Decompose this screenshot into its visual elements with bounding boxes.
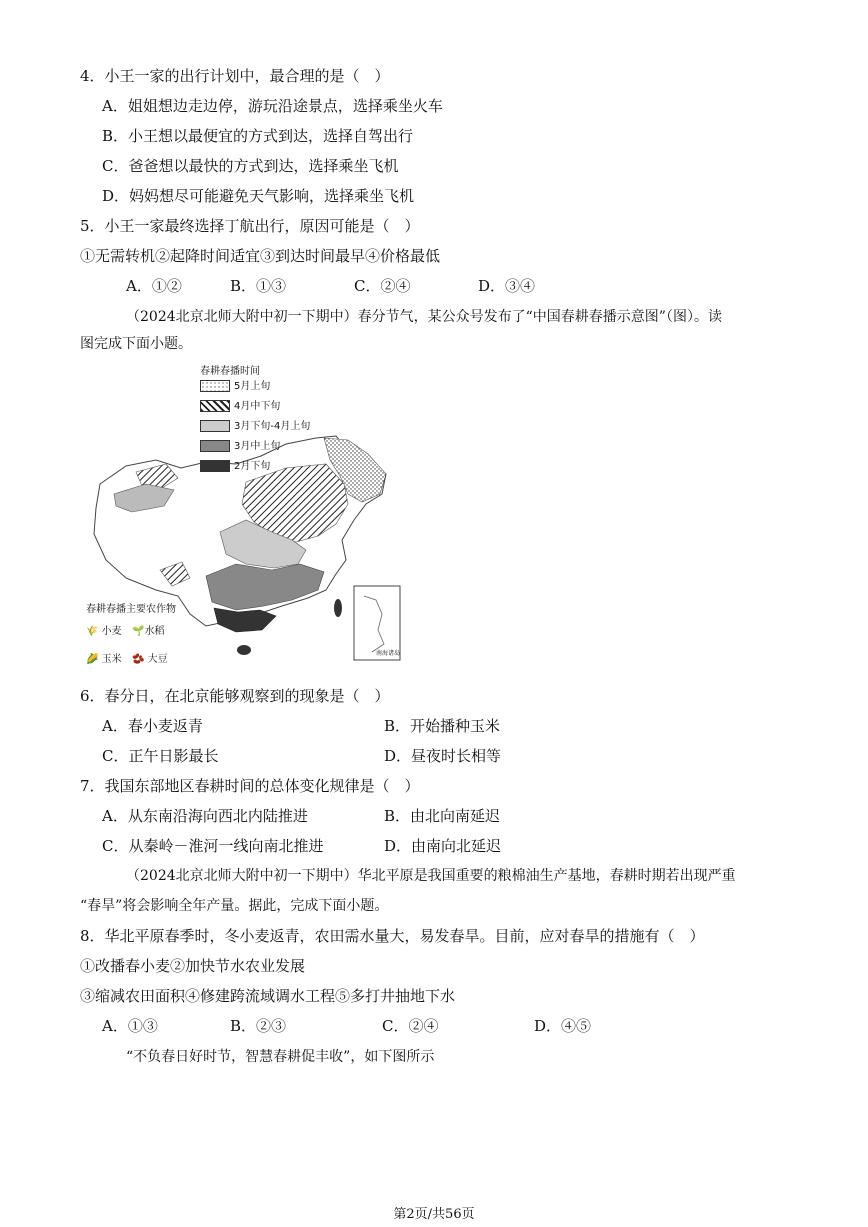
q7-stem: 7．我国东部地区春耕时间的总体变化规律是（ ） [80, 777, 420, 795]
q7-option-b: B．由北向南延迟 [384, 807, 501, 825]
q8-option-c: C．②④ [382, 1017, 439, 1035]
crop-label: 大豆 [147, 654, 168, 665]
crop-wheat [86, 626, 122, 638]
q4-option-d: D．妈妈想尽可能避免天气影响，选择乘坐飞机 [102, 187, 415, 205]
q8-stem: 8．华北平原春季时，冬小麦返青，农田需水量大，易发春旱。目前，应对春旱的措施有（ ） [80, 927, 705, 945]
q5-items: ①无需转机②起降时间适宜③到达时间最早④价格最低 [80, 247, 441, 265]
q5-option-b: B．①③ [230, 277, 287, 295]
rice-icon: 🌱 [132, 626, 145, 637]
q7-option-d: D．由南向北延迟 [384, 837, 502, 855]
intro1-line1: （2024北京北师大附中初一下期中）春分节气，某公众号发布了“中国春耕春播示意图”（图）。读 [126, 309, 722, 325]
legend-swatch-dots [200, 380, 230, 392]
q8-option-a: A．①③ [102, 1017, 158, 1035]
q6-option-b: B．开始播种玉米 [384, 717, 501, 735]
intro1-line2: 图完成下面小题。 [80, 336, 192, 352]
q5-option-d: D．③④ [478, 277, 536, 295]
hainan-island [237, 645, 251, 655]
q4-option-b: B．小王想以最便宜的方式到达，选择自驾出行 [102, 127, 414, 145]
crop-corn [86, 654, 122, 666]
crop-label: 小麦 [101, 626, 122, 637]
q7-option-a: A．从东南沿海向西北内陆推进 [102, 807, 308, 825]
legend-label: 2月下旬 [234, 461, 271, 472]
legend-label: 3月下旬-4月上旬 [234, 421, 311, 432]
legend-swatch-light [200, 420, 230, 432]
legend-item-may-early [200, 380, 270, 393]
legend-swatch-dark [200, 460, 230, 472]
q5-option-c: C．②④ [354, 277, 411, 295]
q4-stem: 4．小王一家的出行计划中，最合理的是（ ） [80, 67, 390, 85]
region-mar-early-mid [206, 564, 324, 610]
soybean-icon: 🫘 [132, 654, 145, 665]
q6-option-c: C．正午日影最长 [102, 747, 219, 765]
q6-option-d: D．昼夜时长相等 [384, 747, 502, 765]
crops-title: 春耕春播主要农作物 [86, 604, 176, 615]
legend-item-apr-mid-late [200, 400, 280, 413]
legend-item-mar-early [200, 440, 280, 453]
legend-swatch-medium [200, 440, 230, 452]
wheat-icon: 🌾 [86, 626, 99, 637]
taiwan-island [334, 599, 342, 617]
legend-swatch-hatch [200, 400, 230, 412]
legend-label: 3月中上旬 [234, 441, 281, 452]
legend-item-mar-late [200, 420, 310, 433]
page-footer: 第2页/共56页 [393, 1207, 475, 1222]
q6-option-a: A．春小麦返青 [102, 717, 203, 735]
q8-items-2: ③缩减农田面积④修建跨流域调水工程⑤多打井抽地下水 [80, 987, 456, 1005]
crop-label: 玉米 [101, 654, 122, 665]
spring-planting-map [86, 364, 408, 672]
legend-label: 4月中下旬 [234, 401, 281, 412]
legend-item-feb-late [200, 460, 270, 473]
intro2-line2: “春旱”将会影响全年产量。据此，完成下面小题。 [80, 898, 389, 914]
q4-option-c: C．爸爸想以最快的方式到达，选择乘坐飞机 [102, 157, 399, 175]
crop-label: 水稻 [144, 626, 165, 637]
q8-option-b: B．②③ [230, 1017, 287, 1035]
inset-label: 南海诸岛 [376, 650, 401, 657]
q7-option-c: C．从秦岭－淮河一线向南北推进 [102, 837, 324, 855]
q8-items-1: ①改播春小麦②加快节水农业发展 [80, 957, 306, 975]
q4-option-a: A．姐姐想边走边停，游玩沿途景点，选择乘坐火车 [102, 97, 443, 115]
crop-soybean [132, 654, 168, 666]
q5-stem: 5．小王一家最终选择丁航出行，原因可能是（ ） [80, 217, 420, 235]
q6-stem: 6．春分日，在北京能够观察到的现象是（ ） [80, 687, 390, 705]
corn-icon: 🌽 [86, 654, 99, 665]
legend-title: 春耕春播时间 [200, 366, 260, 377]
crop-rice [132, 626, 164, 638]
q8-option-d: D．④⑤ [534, 1017, 592, 1035]
legend-label: 5月上旬 [234, 381, 271, 392]
q5-option-a: A．①② [126, 277, 182, 295]
tail-text: “不负春日好时节，智慧春耕促丰收”，如下图所示 [126, 1049, 435, 1065]
intro2-line1: （2024北京北师大附中初一下期中）华北平原是我国重要的粮棉油生产基地，春耕时期若出现严重 [126, 868, 736, 884]
